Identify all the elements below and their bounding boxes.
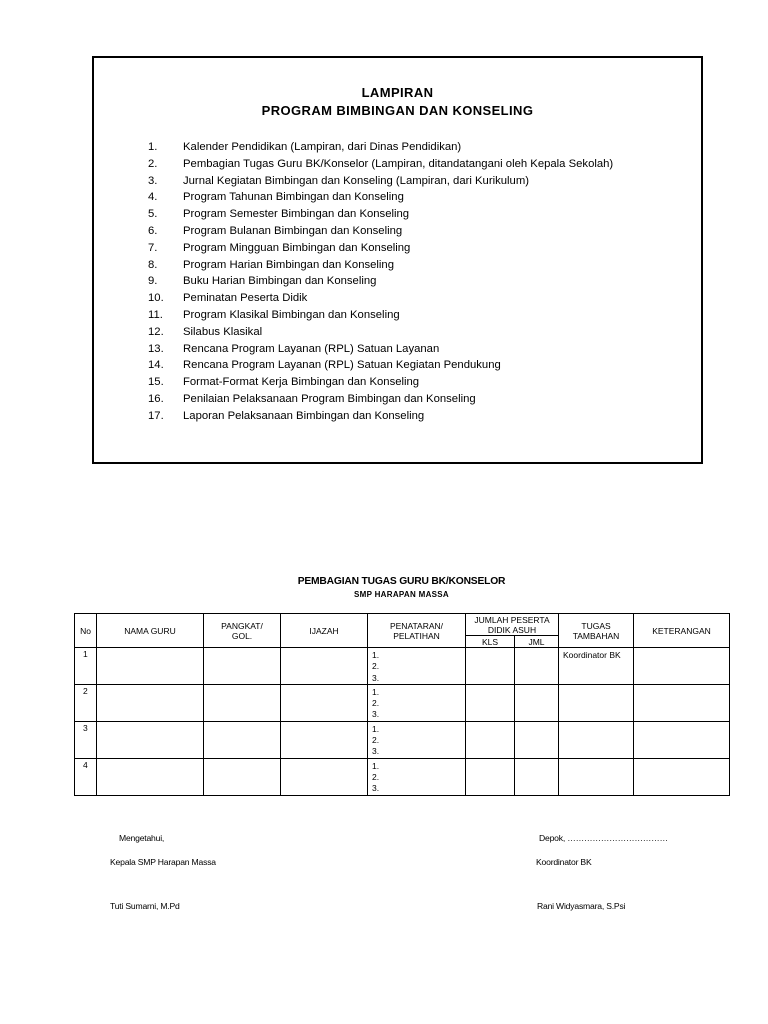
list-item xyxy=(148,324,613,341)
cell-name xyxy=(97,721,204,758)
cell-notes xyxy=(634,721,730,758)
cell-name xyxy=(97,684,204,721)
coordinator-role: Koordinator BK xyxy=(536,857,592,867)
place-date: Depok, ……………………………… xyxy=(539,833,668,843)
cell-extra-task xyxy=(559,758,634,795)
list-item xyxy=(148,290,613,307)
cell-extra-task xyxy=(559,684,634,721)
list-item xyxy=(148,206,613,223)
cell-rank xyxy=(204,758,281,795)
header-extra-task xyxy=(559,614,634,648)
cell-notes xyxy=(634,648,730,685)
header-extra-line1: TUGAS xyxy=(581,620,611,631)
list-item-text: Penilaian Pelaksanaan Program Bimbingan dan Konseling xyxy=(183,392,476,405)
cell-diploma xyxy=(281,758,368,795)
training-line: 3. xyxy=(372,783,380,794)
principal-name: Tuti Sumarni, M.Pd xyxy=(110,901,180,911)
list-item xyxy=(148,341,613,358)
header-notes: KETERANGAN xyxy=(634,614,730,648)
list-item-number: 10. xyxy=(148,292,164,305)
list-item-number: 12. xyxy=(148,325,164,338)
training-line: 3. xyxy=(372,709,380,720)
list-item-text: Program Klasikal Bimbingan dan Konseling xyxy=(183,308,400,321)
list-item-text: Kalender Pendidikan (Lampiran, dari Dinas Pendidikan) xyxy=(183,141,462,153)
header-kls: KLS xyxy=(466,636,515,648)
list-item-text: Jurnal Kegiatan Bimbingan dan Konseling (Lampiran, dari Kurikulum) xyxy=(183,174,530,187)
coordinator-name: Rani Widyasmara, S.Psi xyxy=(537,901,626,911)
header-diploma: IJAZAH xyxy=(281,614,368,648)
header-training xyxy=(368,614,466,648)
cell-notes xyxy=(634,758,730,795)
cell-jml xyxy=(515,721,559,758)
training-line: 1. xyxy=(372,686,380,697)
cell-jml xyxy=(515,684,559,721)
training-line: 1. xyxy=(372,723,380,734)
list-item xyxy=(148,223,613,240)
cell-rank xyxy=(204,721,281,758)
list-item xyxy=(148,139,613,156)
list-item-number: 17. xyxy=(148,409,164,422)
duty-table xyxy=(74,613,730,796)
training-line: 2. xyxy=(372,698,380,709)
cell-jml xyxy=(515,758,559,795)
cell-extra-task xyxy=(559,721,634,758)
training-line: 3. xyxy=(372,672,380,683)
header-training-line1: PENATARAN/ xyxy=(389,620,444,631)
cell-name xyxy=(97,758,204,795)
header-no: No xyxy=(75,614,97,648)
header-rank xyxy=(204,614,281,648)
list-item-number: 15. xyxy=(148,376,164,389)
list-item-number: 6. xyxy=(148,224,158,237)
list-item-number: 3. xyxy=(148,174,158,187)
cell-kls xyxy=(466,648,515,685)
list-item xyxy=(148,273,613,290)
table-row xyxy=(75,684,730,721)
list-item-text: Program Harian Bimbingan dan Konseling xyxy=(183,258,394,271)
cell-kls xyxy=(466,721,515,758)
cell-diploma xyxy=(281,648,368,685)
header-training-line2: PELATIHAN xyxy=(393,630,440,641)
list-item xyxy=(148,391,613,408)
list-item xyxy=(148,307,613,324)
cell-kls xyxy=(466,758,515,795)
training-line: 2. xyxy=(372,661,380,672)
list-item-text: Program Tahunan Bimbingan dan Konseling xyxy=(183,191,404,204)
list-item-number: 7. xyxy=(148,241,158,254)
list-item-text: Peminatan Peserta Didik xyxy=(183,292,308,305)
cell-training xyxy=(368,721,466,758)
header-rank-line1: PANGKAT/ xyxy=(221,620,263,631)
row-no: 3 xyxy=(75,721,97,758)
cell-jml xyxy=(515,648,559,685)
list-item-text: Silabus Klasikal xyxy=(183,325,263,338)
list-item xyxy=(148,156,613,173)
list-item-text: Rencana Program Layanan (RPL) Satuan Kegiatan Pendukung xyxy=(183,359,501,372)
attachment-box xyxy=(92,56,703,464)
cell-training xyxy=(368,684,466,721)
list-item-text: Pembagian Tugas Guru BK/Konselor (Lampiran, ditandatangani oleh Kepala Sekolah) xyxy=(183,157,614,170)
training-line: 1. xyxy=(372,760,380,771)
row-no: 1 xyxy=(75,648,97,685)
cell-diploma xyxy=(281,684,368,721)
cell-training xyxy=(368,758,466,795)
list-item-text: Rencana Program Layanan (RPL) Satuan Layanan xyxy=(183,342,440,355)
table-row xyxy=(75,721,730,758)
list-item-number: 11. xyxy=(148,308,163,321)
list-item-number: 2. xyxy=(148,157,158,170)
list-item xyxy=(148,240,613,257)
list-item xyxy=(148,173,613,190)
header-name: NAMA GURU xyxy=(97,614,204,648)
header-students-line1: JUMLAH PESERTA xyxy=(474,614,550,625)
list-item-number: 4. xyxy=(148,191,158,204)
cell-name xyxy=(97,648,204,685)
list-item-text: Buku Harian Bimbingan dan Konseling xyxy=(183,275,377,288)
cell-kls xyxy=(466,684,515,721)
duty-table-title: PEMBAGIAN TUGAS GURU BK/KONSELOR xyxy=(297,576,506,587)
attachment-title: LAMPIRAN xyxy=(361,85,434,100)
list-item xyxy=(148,357,613,374)
list-item-number: 8. xyxy=(148,258,158,271)
principal-role: Kepala SMP Harapan Massa xyxy=(110,857,216,867)
header-jml: JML xyxy=(515,636,559,648)
training-line: 3. xyxy=(372,746,380,757)
list-item-text: Program Bulanan Bimbingan dan Konseling xyxy=(183,224,403,237)
header-students-line2: DIDIK ASUH xyxy=(487,624,537,635)
training-line: 2. xyxy=(372,771,380,782)
table-row xyxy=(75,758,730,795)
table-row xyxy=(75,648,730,685)
list-item-text: Program Semester Bimbingan dan Konseling xyxy=(183,208,410,221)
list-item xyxy=(148,374,613,391)
header-rank-line2: GOL. xyxy=(231,630,253,641)
school-name: SMP HARAPAN MASSA xyxy=(353,590,450,599)
cell-rank xyxy=(204,684,281,721)
cell-diploma xyxy=(281,721,368,758)
list-item-number: 14. xyxy=(148,359,164,372)
list-item-number: 1. xyxy=(148,141,158,153)
training-line: 2. xyxy=(372,735,380,746)
list-item-text: Laporan Pelaksanaan Bimbingan dan Konseling xyxy=(183,409,425,422)
list-item-number: 5. xyxy=(148,208,158,221)
list-item xyxy=(148,189,613,206)
header-students xyxy=(466,614,559,636)
row-no: 4 xyxy=(75,758,97,795)
cell-training xyxy=(368,648,466,685)
cell-notes xyxy=(634,684,730,721)
acknowledged-label: Mengetahui, xyxy=(119,833,165,843)
list-item-number: 13. xyxy=(148,342,164,355)
list-item-number: 9. xyxy=(148,275,158,288)
cell-extra-task: Koordinator BK xyxy=(559,648,634,685)
list-item-text: Format-Format Kerja Bimbingan dan Konseling xyxy=(183,376,420,389)
list-item-number: 16. xyxy=(148,392,164,405)
list-item xyxy=(148,408,613,425)
cell-rank xyxy=(204,648,281,685)
training-line: 1. xyxy=(372,650,380,660)
attachment-subtitle: PROGRAM BIMBINGAN DAN KONSELING xyxy=(261,103,534,118)
list-item xyxy=(148,257,613,274)
list-item-text: Program Mingguan Bimbingan dan Konseling xyxy=(183,241,411,254)
row-no: 2 xyxy=(75,684,97,721)
attachment-list xyxy=(148,139,613,425)
header-extra-line2: TAMBAHAN xyxy=(572,630,620,641)
